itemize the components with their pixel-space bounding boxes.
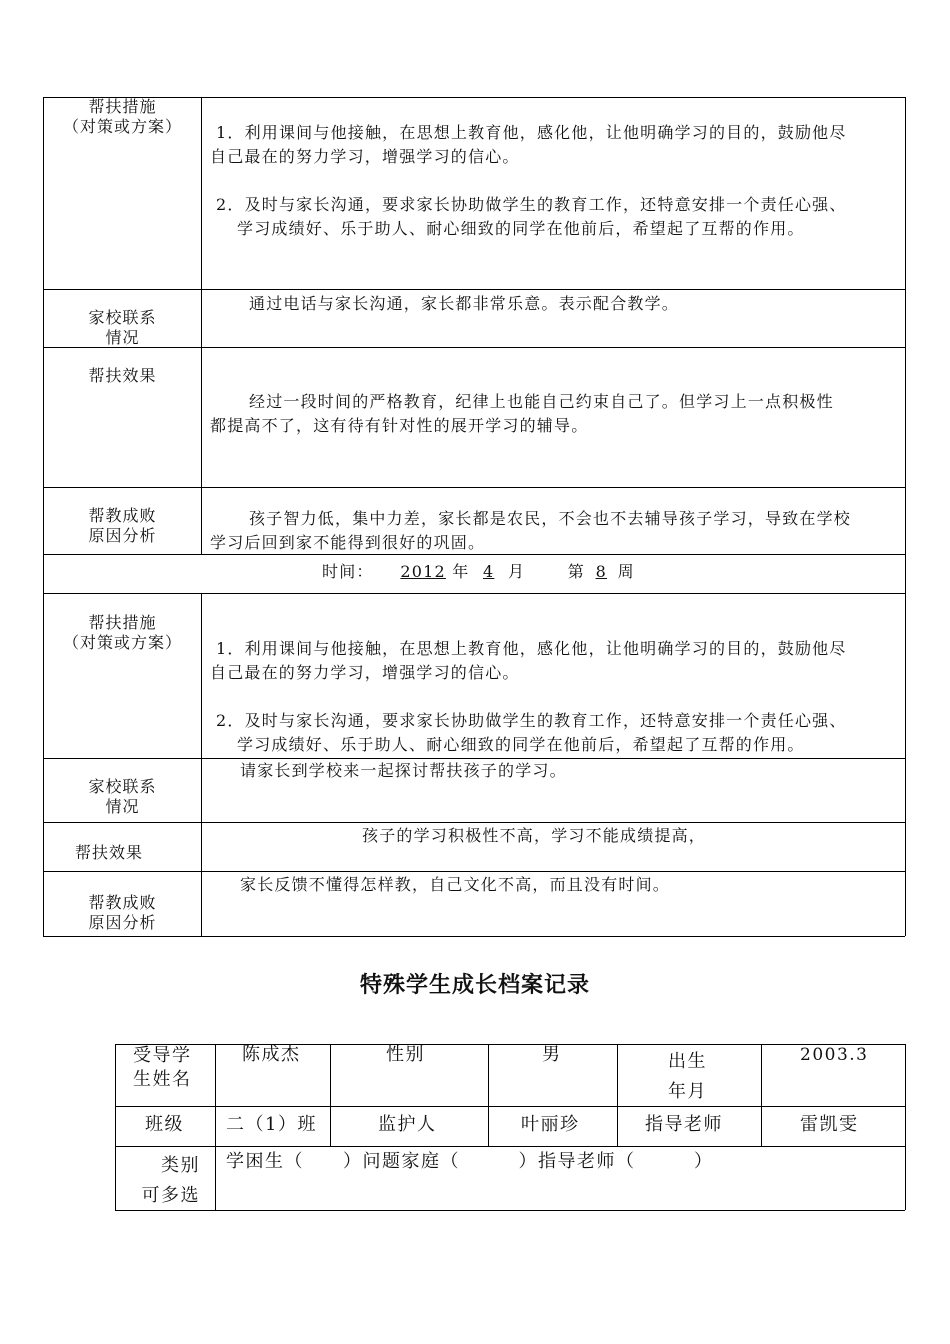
measures-item-1-line-2: 自己最在的努力学习，增强学习的信心。 xyxy=(210,147,520,166)
measures-item-2-line-2: 学习成绩好、乐于助人、耐心细致的同学在他前后，希望起了互帮的作用。 xyxy=(237,219,805,238)
measures-item-2-line-2-2: 学习成绩好、乐于助人、耐心细致的同学在他前后，希望起了互帮的作用。 xyxy=(237,735,805,754)
reason-label: 帮教成败 原因分析 xyxy=(88,506,157,545)
page-title: 特殊学生成长档案记录 xyxy=(359,973,590,998)
measures-item-2-line-1-2: 2．及时与家长沟通，要求家长协助做学生的教育工作，还特意安排一个责任心强、 xyxy=(216,711,847,730)
effect-line-2: 都提高不了，这有待有针对性的展开学习的辅导。 xyxy=(210,416,589,435)
contact-label-2: 家校联系 情况 xyxy=(88,777,157,816)
reason-line-1: 孩子智力低，集中力差，家长都是农民，不会也不去辅导孩子学习，导致在学校 xyxy=(249,509,852,528)
time-year: 2012 xyxy=(400,562,446,581)
gender-value: 男 xyxy=(542,1044,562,1065)
time-row: 时间： 2012 年 4 月 第 8 周 xyxy=(322,560,635,584)
reason-text-2: 家长反馈不懂得怎样教，自己文化不高，而且没有时间。 xyxy=(240,875,671,894)
contact-text: 通过电话与家长沟通，家长都非常乐意。表示配合教学。 xyxy=(249,294,680,313)
effect-line-1: 经过一段时间的严格教育，纪律上也能自己约束自己了。但学习上一点积极性 xyxy=(249,392,834,411)
name-label: 受导学 生姓名 xyxy=(133,1045,192,1090)
effect-text-2: 孩子的学习积极性不高，学习不能成绩提高， xyxy=(362,826,707,845)
reason-line-2: 学习后回到家不能得到很好的巩固。 xyxy=(210,533,486,552)
measures-item-1-line-2-2: 自己最在的努力学习，增强学习的信心。 xyxy=(210,663,520,682)
reason-label-2: 帮教成败 原因分析 xyxy=(88,893,157,932)
effect-label: 帮扶效果 xyxy=(88,366,157,385)
contact-text-2: 请家长到学校来一起探讨帮扶孩子的学习。 xyxy=(240,761,567,780)
guardian-label: 监护人 xyxy=(378,1114,437,1135)
birth-label: 出生 年月 xyxy=(668,1051,707,1102)
measures-item-1-line-1-2: 1．利用课间与他接触，在思想上教育他，感化他，让他明确学习的目的，鼓励他尽 xyxy=(216,639,847,658)
birth-value: 2003.3 xyxy=(800,1045,869,1065)
measures-item-2-line-1: 2．及时与家长沟通，要求家长协助做学生的教育工作，还特意安排一个责任心强、 xyxy=(216,195,847,214)
guardian-value: 叶丽珍 xyxy=(521,1114,580,1135)
category-label: 类别 可多选 xyxy=(141,1155,200,1206)
time-week: 8 xyxy=(595,562,607,581)
gender-label: 性别 xyxy=(386,1044,425,1065)
student-name: 陈成杰 xyxy=(242,1044,301,1065)
contact-label: 家校联系 情况 xyxy=(88,308,157,347)
class-value: 二（1）班 xyxy=(226,1114,317,1135)
category-options: 学困生（ ）问题家庭（ ）指导老师（ ） xyxy=(226,1151,714,1172)
class-label: 班级 xyxy=(145,1114,184,1135)
teacher-value: 雷凯雯 xyxy=(800,1114,859,1135)
time-month: 4 xyxy=(483,562,495,581)
teacher-label: 指导老师 xyxy=(645,1114,723,1135)
measures-label-2: 帮扶措施 （对策或方案） xyxy=(62,613,182,652)
effect-label-2: 帮扶效果 xyxy=(74,843,143,862)
measures-label: 帮扶措施 （对策或方案） xyxy=(62,97,182,136)
measures-item-1-line-1: 1．利用课间与他接触，在思想上教育他，感化他，让他明确学习的目的，鼓励他尽 xyxy=(216,123,847,142)
